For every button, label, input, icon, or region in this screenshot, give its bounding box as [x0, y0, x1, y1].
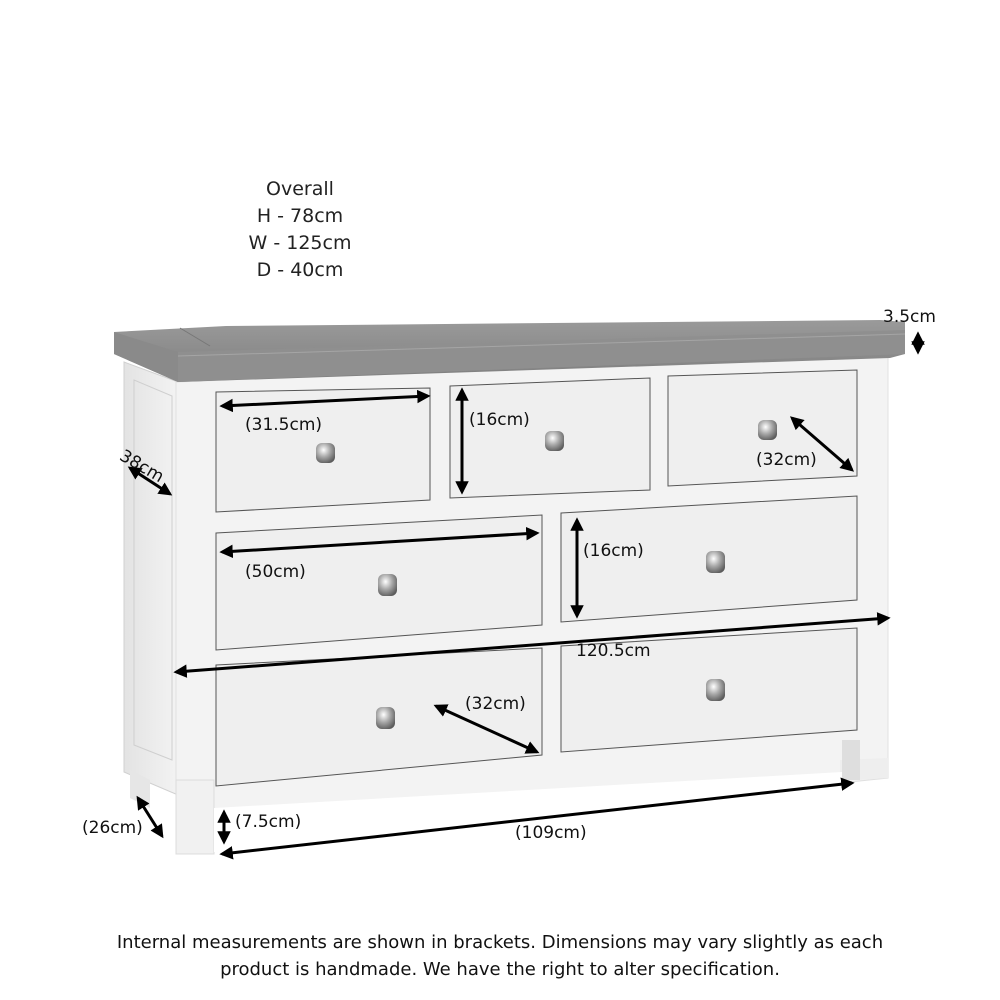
overall-depth: D - 40cm: [256, 259, 344, 281]
overall-width: W - 125cm: [248, 232, 352, 254]
label-base-width: (109cm): [515, 823, 587, 843]
knob-icon: [545, 431, 564, 451]
label-drawer-bl-depth: (32cm): [465, 694, 526, 714]
label-drawer-tr-depth: (32cm): [756, 450, 817, 470]
footer-note: [100, 929, 900, 983]
label-drawer-tm-height: (16cm): [469, 410, 530, 430]
knob-icon: [316, 443, 335, 463]
knob-icon: [758, 420, 777, 440]
label-leg-depth: (26cm): [82, 818, 143, 838]
label-drawer-ml-width: (50cm): [245, 562, 306, 582]
label-drawer-mr-height: (16cm): [583, 541, 644, 561]
footer-line-2: product is handmade. We have the right to alter specification.: [220, 959, 780, 980]
knob-icon: [378, 574, 397, 596]
label-leg-height: (7.5cm): [235, 812, 302, 832]
knob-icon: [706, 679, 725, 701]
overall-title: Overall: [266, 178, 334, 200]
label-drawer-tl-width: (31.5cm): [245, 415, 323, 435]
side-panel: [124, 362, 178, 808]
label-inner-width: 120.5cm: [576, 641, 651, 661]
label-side-depth: 38cm: [116, 446, 168, 488]
label-top-thickness: 3.5cm: [883, 307, 936, 327]
footer-line-1: Internal measurements are shown in brackets. Dimensions may vary slightly as each: [116, 932, 884, 953]
overall-height: H - 78cm: [256, 205, 344, 227]
knob-icon: [706, 551, 725, 573]
knob-icon: [376, 707, 395, 729]
